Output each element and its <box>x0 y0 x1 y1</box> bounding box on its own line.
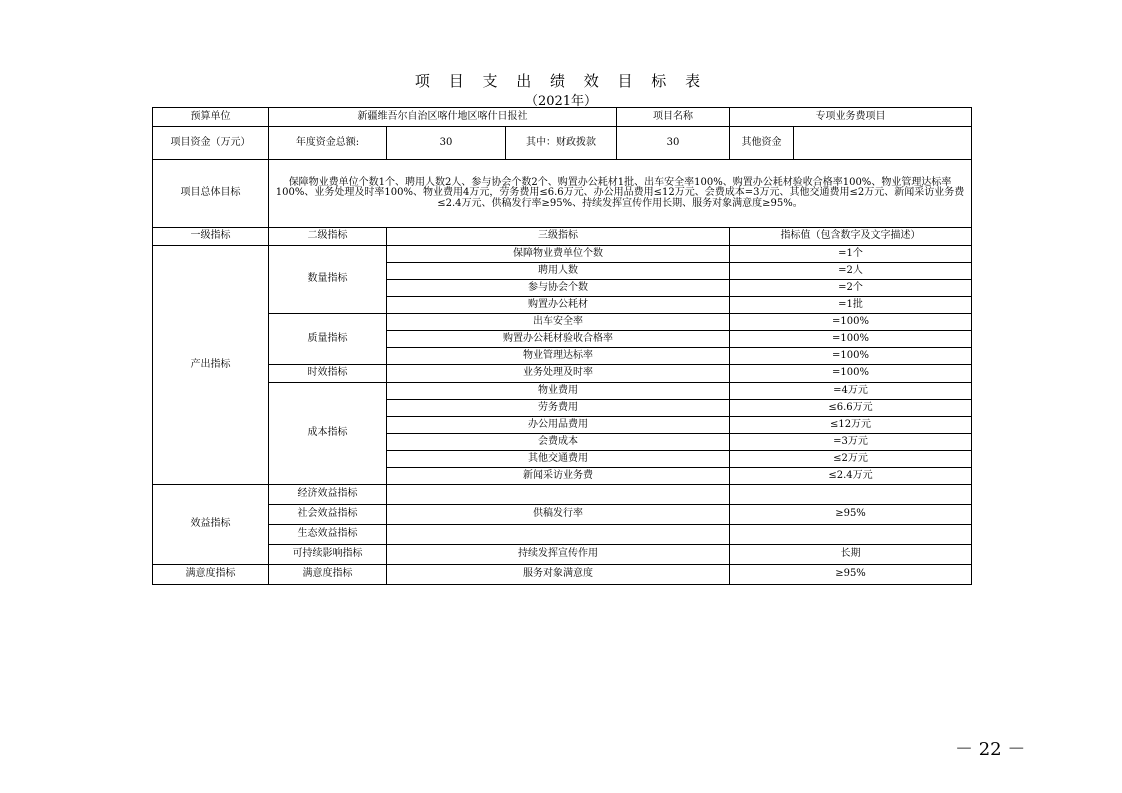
indicator-name: 持续发挥宣传作用 <box>387 545 730 565</box>
table-row <box>153 365 972 383</box>
goal-row <box>153 160 972 228</box>
indicator-name: 出车安全率 <box>387 314 730 331</box>
table-row <box>153 383 972 400</box>
indicator-name: 业务处理及时率 <box>387 365 730 383</box>
table-row <box>153 525 972 545</box>
other-funds-label: 其他资金 <box>730 127 794 160</box>
annual-total-value: 30 <box>387 127 506 160</box>
satisfaction-subcategory: 满意度指标 <box>269 565 387 585</box>
indicator-value <box>730 485 972 505</box>
indicator-name: 供稿发行率 <box>387 505 730 525</box>
quality-subcategory: 质量指标 <box>269 314 387 365</box>
economic-subcategory: 经济效益指标 <box>269 485 387 505</box>
indicator-name: 购置办公耗材验收合格率 <box>387 331 730 348</box>
indicator-name: 保障物业费单位个数 <box>387 246 730 263</box>
project-name-label: 项目名称 <box>617 108 730 127</box>
indicator-value: =100% <box>730 314 972 331</box>
indicator-name: 物业管理达标率 <box>387 348 730 365</box>
unit-label: 预算单位 <box>153 108 269 127</box>
col-value: 指标值（包含数字及文字描述） <box>730 228 972 246</box>
table-row <box>153 246 972 263</box>
satisfaction-category: 满意度指标 <box>153 565 269 585</box>
indicator-name: 购置办公耗材 <box>387 297 730 314</box>
indicator-name: 服务对象满意度 <box>387 565 730 585</box>
document-year: （2021年） <box>524 94 598 109</box>
output-category: 产出指标 <box>153 246 269 485</box>
indicator-name: 办公用品费用 <box>387 417 730 434</box>
indicator-name: 会费成本 <box>387 434 730 451</box>
benefit-category: 效益指标 <box>153 485 269 565</box>
unit-value: 新疆维吾尔自治区喀什地区喀什日报社 <box>269 108 617 127</box>
document-title: 项 目 支 出 绩 效 目 标 表 <box>414 72 708 90</box>
indicator-value: =1个 <box>730 246 972 263</box>
annual-total-label: 年度资金总额: <box>269 127 387 160</box>
page-number: － 22 － <box>955 739 1026 760</box>
fiscal-label: 其中：财政拨款 <box>506 127 617 160</box>
indicator-value: ≥95% <box>730 505 972 525</box>
table-row <box>153 314 972 331</box>
funds-row <box>153 127 972 160</box>
table-row <box>153 485 972 505</box>
indicator-value: ≤2万元 <box>730 451 972 468</box>
column-header-row <box>153 228 972 246</box>
indicator-value: ≤2.4万元 <box>730 468 972 485</box>
timeliness-subcategory: 时效指标 <box>269 365 387 383</box>
indicator-value: =4万元 <box>730 383 972 400</box>
indicator-name: 聘用人数 <box>387 263 730 280</box>
funds-label: 项目资金（万元） <box>153 127 269 160</box>
indicator-name: 参与协会个数 <box>387 280 730 297</box>
indicator-value: =1批 <box>730 297 972 314</box>
goal-label: 项目总体目标 <box>153 160 269 228</box>
indicator-name <box>387 525 730 545</box>
project-name-value: 专项业务费项目 <box>730 108 972 127</box>
social-subcategory: 社会效益指标 <box>269 505 387 525</box>
indicator-name: 劳务费用 <box>387 400 730 417</box>
indicator-value: =2个 <box>730 280 972 297</box>
indicator-value: =100% <box>730 348 972 365</box>
sustainable-subcategory: 可持续影响指标 <box>269 545 387 565</box>
indicator-name <box>387 485 730 505</box>
indicator-value: ≤6.6万元 <box>730 400 972 417</box>
ecological-subcategory: 生态效益指标 <box>269 525 387 545</box>
indicator-value: =100% <box>730 331 972 348</box>
table-row <box>153 545 972 565</box>
indicator-value: 长期 <box>730 545 972 565</box>
indicator-value: =100% <box>730 365 972 383</box>
indicator-name: 新闻采访业务费 <box>387 468 730 485</box>
table-row <box>153 505 972 525</box>
col-level2: 二级指标 <box>269 228 387 246</box>
indicator-value <box>730 525 972 545</box>
other-funds-value <box>794 127 972 160</box>
fiscal-value: 30 <box>617 127 730 160</box>
performance-target-table <box>152 107 972 585</box>
quantity-subcategory: 数量指标 <box>269 246 387 314</box>
col-level3: 三级指标 <box>387 228 730 246</box>
cost-subcategory: 成本指标 <box>269 383 387 485</box>
col-level1: 一级指标 <box>153 228 269 246</box>
indicator-name: 物业费用 <box>387 383 730 400</box>
table-row <box>153 565 972 585</box>
indicator-value: =2人 <box>730 263 972 280</box>
header-row <box>153 108 972 127</box>
goal-text: 保障物业费单位个数1个、聘用人数2人、参与协会个数2个、购置办公耗材1批、出车安全率100%、购置办公耗材验收合格率100%、物业管理达标率100%、业务处理及时率100%、物业费用4万元，劳务费用≤6.6万元、办公用品费用≤12万元、会费成本=3万元、其他交通费用≤2万元、新闻采访业务费≤2.4万元、供稿发行率≥95%、持续发挥宣传作用长期、服务对象满意度≥95%。 <box>269 160 972 228</box>
indicator-name: 其他交通费用 <box>387 451 730 468</box>
indicator-value: =3万元 <box>730 434 972 451</box>
indicator-value: ≤12万元 <box>730 417 972 434</box>
indicator-value: ≥95% <box>730 565 972 585</box>
